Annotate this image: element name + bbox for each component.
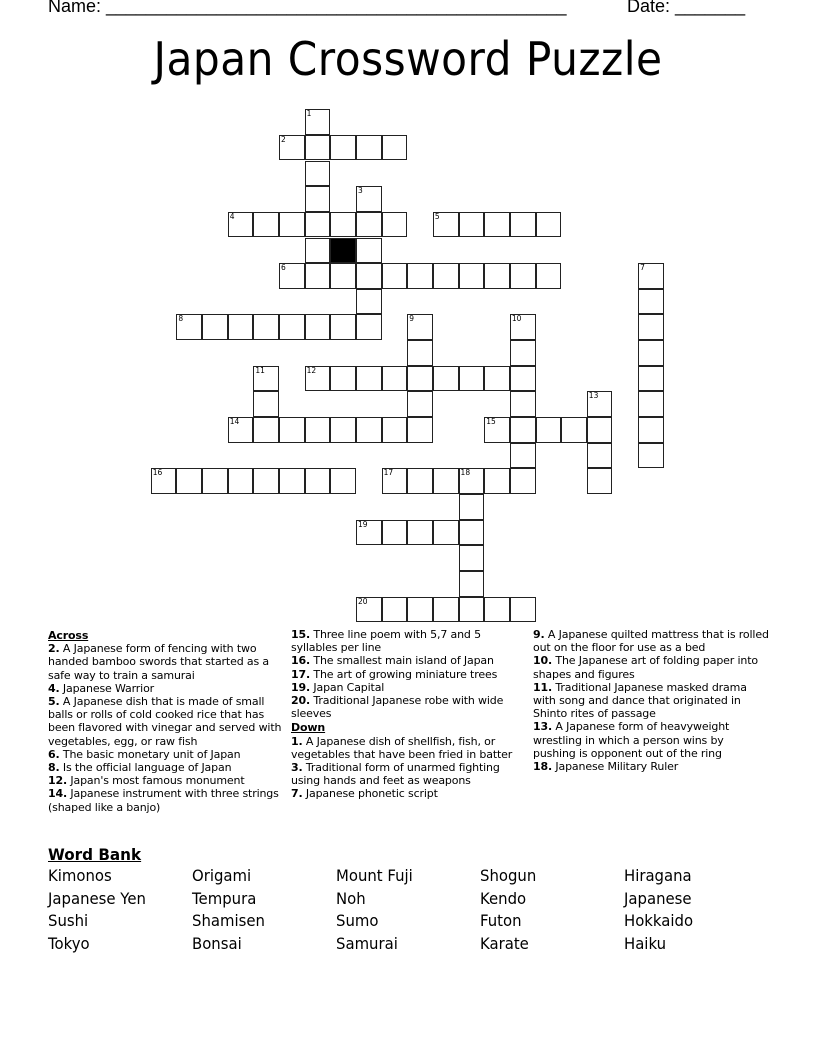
clue-across-6: 6. The basic monetary unit of Japan (48, 747, 241, 761)
word-bank-item: Kimonos (48, 866, 112, 885)
grid-cell[interactable] (638, 289, 664, 315)
grid-cell[interactable] (536, 417, 562, 443)
grid-cell[interactable] (279, 135, 305, 161)
grid-cell[interactable] (407, 314, 433, 340)
grid-cell[interactable] (638, 417, 664, 443)
grid-cell[interactable] (330, 417, 356, 443)
clue-number: 19 (357, 519, 368, 529)
grid-cell[interactable] (330, 135, 356, 161)
grid-cell[interactable] (279, 212, 305, 238)
grid-cell[interactable] (459, 494, 485, 520)
clue-number: 16 (152, 468, 163, 478)
grid-cell[interactable] (510, 366, 536, 392)
grid-cell[interactable] (356, 263, 382, 289)
grid-cell[interactable] (253, 314, 279, 340)
grid-cell[interactable] (279, 468, 305, 494)
grid-cell[interactable] (510, 314, 536, 340)
grid-cell[interactable] (536, 263, 562, 289)
clue-number: 3 (357, 186, 363, 196)
clue-down-10: 10. The Japanese art of folding paper into shapes and figures (533, 654, 758, 681)
grid-cell[interactable] (356, 212, 382, 238)
grid-cell[interactable] (382, 468, 408, 494)
clue-number: 8 (178, 314, 184, 324)
grid-cell[interactable] (356, 366, 382, 392)
clue-down-18: 18. Japanese Military Ruler (533, 760, 679, 774)
grid-cell[interactable] (459, 212, 485, 238)
grid-cell[interactable] (228, 468, 254, 494)
grid-cell[interactable] (638, 366, 664, 392)
word-bank-item: Sumo (336, 911, 379, 931)
clue-number: 9 (409, 314, 415, 324)
clue-number: 20 (357, 596, 368, 606)
grid-cell[interactable] (382, 263, 408, 289)
word-bank-item: Haiku (624, 934, 667, 954)
grid-cell[interactable] (510, 212, 536, 238)
word-bank-item: Japanese (624, 888, 692, 908)
grid-cell[interactable] (253, 391, 279, 417)
grid-cell[interactable] (382, 520, 408, 546)
grid-cell[interactable] (510, 443, 536, 469)
grid-cell[interactable] (433, 212, 459, 238)
grid-cell[interactable] (356, 597, 382, 623)
grid-cell[interactable] (305, 366, 331, 392)
grid-cell[interactable] (459, 468, 485, 494)
word-bank-item: Origami (192, 866, 252, 885)
grid-cell[interactable] (253, 212, 279, 238)
grid-cell[interactable] (305, 468, 331, 494)
grid-cell[interactable] (151, 468, 177, 494)
grid-cell[interactable] (382, 212, 408, 238)
word-bank-item: Tokyo (48, 934, 90, 954)
clue-number: 18 (460, 468, 471, 478)
word-bank-item: Shamisen (192, 911, 265, 931)
grid-cell[interactable] (305, 135, 331, 161)
grid-cell[interactable] (356, 186, 382, 212)
grid-cell[interactable] (228, 212, 254, 238)
grid-cell[interactable] (510, 340, 536, 366)
clue-number: 12 (306, 365, 317, 375)
across-heading: Across (48, 629, 89, 642)
grid-cell[interactable] (407, 366, 433, 392)
grid-cell[interactable] (356, 417, 382, 443)
grid-cell[interactable] (330, 212, 356, 238)
word-bank-item: Tempura (192, 888, 257, 908)
clue-number: 7 (640, 263, 645, 273)
grid-cell[interactable] (279, 417, 305, 443)
grid-cell[interactable] (484, 212, 510, 238)
grid-cell[interactable] (382, 366, 408, 392)
grid-cell[interactable] (638, 263, 664, 289)
grid-cell[interactable] (330, 468, 356, 494)
grid-cell[interactable] (305, 263, 331, 289)
word-bank-item: Japanese Yen (48, 888, 146, 908)
clue-across-20: 20. Traditional Japanese robe with wide sleeves (291, 694, 504, 721)
grid-cell[interactable] (279, 314, 305, 340)
grid-cell[interactable] (305, 417, 331, 443)
word-bank-item: Shogun (480, 866, 537, 885)
grid-cell[interactable] (433, 366, 459, 392)
down-heading: Down (291, 721, 326, 735)
clue-across-14: 14. Japanese instrument with three strings (shaped like a banjo) (48, 787, 279, 814)
clues-column-2 (291, 628, 527, 801)
grid-cell[interactable] (638, 391, 664, 417)
grid-cell[interactable] (253, 468, 279, 494)
grid-cell[interactable] (176, 468, 202, 494)
word-bank-item: Samurai (336, 934, 398, 954)
page-title: Japan Crossword Puzzle (153, 32, 663, 86)
word-bank-item: Karate (480, 934, 529, 954)
clue-number: 14 (229, 417, 240, 427)
black-square (330, 238, 356, 264)
grid-cell[interactable] (407, 263, 433, 289)
grid-cell[interactable] (484, 468, 510, 494)
date-field-label: Date: _______ (627, 0, 746, 16)
grid-cell[interactable] (638, 340, 664, 366)
grid-cell[interactable] (510, 391, 536, 417)
grid-cell[interactable] (459, 520, 485, 546)
grid-cell[interactable] (407, 417, 433, 443)
word-bank-item: Hokkaido (624, 911, 694, 931)
grid-cell[interactable] (459, 571, 485, 597)
clue-across-2: 2. A Japanese form of fencing with two handed bamboo swords that started as a safe way to train a samurai (48, 642, 269, 682)
grid-cell[interactable] (459, 597, 485, 623)
grid-cell[interactable] (433, 468, 459, 494)
clue-number: 4 (229, 211, 235, 221)
clue-number: 5 (434, 211, 440, 221)
clue-across-12: 12. Japan's most famous monument (48, 774, 245, 788)
clue-down-9: 9. A Japanese quilted mattress that is rolled out on the floor for use as a bed (533, 628, 769, 655)
clues-column-1 (48, 628, 284, 814)
clue-across-4: 4. Japanese Warrior (48, 681, 155, 695)
word-bank-item: Sushi (48, 911, 89, 931)
grid-cell[interactable] (176, 314, 202, 340)
grid-cell[interactable] (382, 135, 408, 161)
grid-cell[interactable] (484, 597, 510, 623)
clue-down-11: 11. Traditional Japanese masked drama with song and dance that originated in Shinto rites of passage (533, 680, 747, 721)
clue-down-3: 3. Traditional form of unarmed fighting using hands and feet as weapons (291, 761, 500, 788)
grid-cell[interactable] (356, 314, 382, 340)
grid-cell[interactable] (305, 212, 331, 238)
clue-down-13: 13. A Japanese form of heavyweight wrestling in which a person wins by pushing is opponent out of the ring (533, 720, 730, 760)
grid-cell[interactable] (407, 520, 433, 546)
grid-cell[interactable] (484, 417, 510, 443)
grid-cell[interactable] (587, 443, 613, 469)
clue-number: 10 (511, 314, 522, 324)
grid-cell[interactable] (330, 366, 356, 392)
grid-cell[interactable] (305, 314, 331, 340)
grid-cell[interactable] (356, 520, 382, 546)
grid-cell[interactable] (202, 314, 228, 340)
grid-cell[interactable] (382, 597, 408, 623)
grid-cell[interactable] (587, 468, 613, 494)
clue-across-15: 15. Three line poem with 5,7 and 5 syllables per line (291, 628, 481, 655)
grid-cell[interactable] (433, 263, 459, 289)
grid-cell[interactable] (484, 366, 510, 392)
word-bank (48, 866, 768, 957)
clue-number: 15 (486, 417, 496, 427)
clue-number: 6 (281, 263, 286, 273)
grid-cell[interactable] (459, 545, 485, 571)
grid-cell[interactable] (510, 468, 536, 494)
clue-number: 11 (255, 365, 265, 375)
clue-across-16: 16. The smallest main island of Japan (291, 654, 494, 668)
grid-cell[interactable] (305, 109, 331, 135)
grid-cell[interactable] (433, 520, 459, 546)
grid-cell[interactable] (305, 238, 331, 264)
grid-cell[interactable] (433, 597, 459, 623)
clues-column-3 (533, 628, 769, 773)
clue-number: 2 (281, 134, 286, 144)
clue-number: 1 (306, 109, 312, 119)
grid-cell[interactable] (510, 263, 536, 289)
word-bank-item: Futon (480, 911, 522, 931)
clue-across-19: 19. Japan Capital (291, 680, 385, 694)
grid-cell[interactable] (330, 314, 356, 340)
grid-cell[interactable] (407, 391, 433, 417)
grid-cell[interactable] (305, 161, 331, 187)
grid-cell[interactable] (561, 417, 587, 443)
grid-cell[interactable] (356, 289, 382, 315)
clue-number: 17 (383, 468, 394, 478)
grid-cell[interactable] (587, 417, 613, 443)
grid-cell[interactable] (638, 314, 664, 340)
grid-cell[interactable] (510, 597, 536, 623)
word-bank-item: Kendo (480, 888, 527, 908)
grid-cell[interactable] (228, 314, 254, 340)
clue-down-1: 1. A Japanese dish of shellfish, fish, or vegetables that have been fried in batter (291, 734, 513, 761)
grid-cell[interactable] (459, 366, 485, 392)
grid-cell[interactable] (638, 443, 664, 469)
grid-cell[interactable] (382, 417, 408, 443)
grid-cell[interactable] (228, 417, 254, 443)
clue-down-7: 7. Japanese phonetic script (291, 787, 438, 801)
grid-cell[interactable] (536, 212, 562, 238)
grid-cell[interactable] (202, 468, 228, 494)
grid-cell[interactable] (407, 340, 433, 366)
grid-cell[interactable] (330, 263, 356, 289)
grid-cell[interactable] (356, 238, 382, 264)
clue-across-17: 17. The art of growing miniature trees (291, 667, 498, 681)
grid-cell[interactable] (459, 263, 485, 289)
grid-cell[interactable] (356, 135, 382, 161)
clue-across-8: 8. Is the official language of Japan (48, 761, 232, 775)
grid-cell[interactable] (484, 263, 510, 289)
grid-cell[interactable] (305, 186, 331, 212)
grid-cell[interactable] (510, 417, 536, 443)
word-bank-title: Word Bank (48, 845, 142, 864)
grid-cell[interactable] (587, 391, 613, 417)
grid-cell[interactable] (407, 468, 433, 494)
grid-cell[interactable] (279, 263, 305, 289)
clue-across-5: 5. A Japanese dish that is made of small balls or rolls of cold cooked rice that has been flavored with vinegar and served with vegetables, egg, or raw fish (48, 695, 282, 748)
grid-cell[interactable] (407, 597, 433, 623)
word-bank-item: Bonsai (192, 934, 242, 954)
grid-cell[interactable] (253, 366, 279, 392)
word-bank-item: Noh (336, 888, 366, 908)
word-bank-item: Hiragana (624, 866, 692, 885)
name-field-label: Name: ______________________________________________ (48, 0, 567, 16)
word-bank-item: Mount Fuji (336, 866, 413, 885)
grid-cell[interactable] (253, 417, 279, 443)
clue-number: 13 (588, 391, 599, 401)
